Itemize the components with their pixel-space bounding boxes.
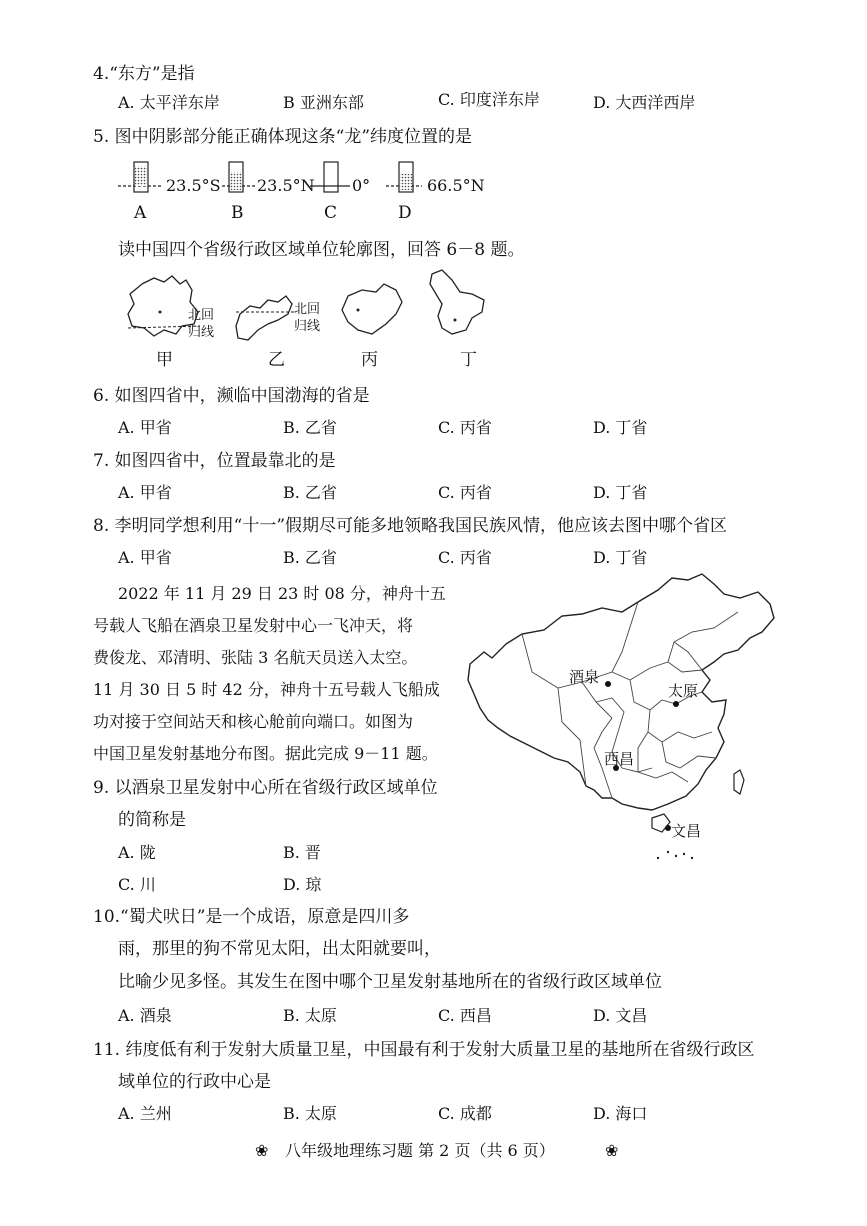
site-label-jiuquan: 酒泉 xyxy=(569,668,600,686)
question-4-stem: 4.“东方”是指 xyxy=(93,64,195,84)
passage-line-2: 号载人飞船在酒泉卫星发射中心一飞冲天，将 xyxy=(93,616,414,635)
label-c: 0° xyxy=(352,176,371,195)
footer-page-info: 八年级地理练习题 第 2 页（共 6 页） xyxy=(285,1141,555,1160)
question-6-option-d: D. 丁省 xyxy=(593,418,648,437)
question-7-option-b: B. 乙省 xyxy=(283,483,337,502)
question-5-stem: 5. 图中阴影部分能正确体现这条“龙”纬度位置的是 xyxy=(93,127,473,147)
tropic-label-jia-2: 归线 xyxy=(188,325,215,340)
site-label-xichang: 西昌 xyxy=(604,750,635,768)
label-b: 23.5°N xyxy=(257,176,315,195)
question-7-option-c: C. 丙省 xyxy=(438,483,492,502)
question-10-stem-3: 比喻少见多怪。其发生在图中哪个卫星发射基地所在的省级行政区域单位 xyxy=(118,972,662,992)
tropic-label-jia-1: 北回 xyxy=(188,308,215,323)
label-a: 23.5°S xyxy=(166,176,221,195)
question-8-option-d: D. 丁省 xyxy=(593,548,648,567)
question-9-stem-2: 的简称是 xyxy=(118,810,186,830)
passage-line-4: 11 月 30 日 5 时 42 分，神舟十五号载人飞船成 xyxy=(93,680,440,699)
question-11-option-c: C. 成都 xyxy=(438,1104,492,1123)
question-9-option-d: D. 琼 xyxy=(283,875,322,894)
passage-line-6: 中国卫星发射基地分布图。据此完成 9－11 题。 xyxy=(93,744,438,763)
province-bing-outline xyxy=(342,284,402,334)
site-jiuquan-marker xyxy=(605,681,611,687)
tropic-label-yi-1: 北回 xyxy=(294,302,321,317)
province-name-ding: 丁 xyxy=(460,350,477,370)
question-10-stem-2: 雨，那里的狗不常见太阳，出太阳就要叫， xyxy=(118,939,441,959)
tropic-label-yi-2: 归线 xyxy=(294,319,321,334)
letter-b: B xyxy=(231,203,244,223)
question-11-stem-2: 域单位的行政中心是 xyxy=(118,1072,271,1092)
passage-line-3: 费俊龙、邓清明、张陆 3 名航天员送入太空。 xyxy=(93,648,418,667)
passage-line-1: 2022 年 11 月 29 日 23 时 08 分，神舟十五 xyxy=(118,584,446,603)
footer-ornament-left: ❀ xyxy=(255,1141,269,1160)
province-yi-outline xyxy=(236,296,292,340)
province-name-yi: 乙 xyxy=(268,350,285,370)
china-launch-sites-map xyxy=(462,572,784,872)
question-4-option-b: B 亚洲东部 xyxy=(283,93,364,112)
province-name-jia: 甲 xyxy=(156,350,173,370)
question-11-stem-1: 11. 纬度低有利于发射大质量卫星，中国最有利于发射大质量卫星的基地所在省级行政区 xyxy=(93,1040,755,1060)
question-7-option-d: D. 丁省 xyxy=(593,483,648,502)
question-9-option-c: C. 川 xyxy=(118,875,156,894)
question-9-stem-1: 9. 以酒泉卫星发射中心所在省级行政区域单位 xyxy=(93,778,438,798)
question-6-option-a: A. 甲省 xyxy=(118,418,172,437)
question-4-option-d: D. 大西洋西岸 xyxy=(593,93,696,112)
province-read-instruction: 读中国四个省级行政区域单位轮廓图，回答 6－8 题。 xyxy=(118,240,525,260)
question-8-option-b: B. 乙省 xyxy=(283,548,337,567)
footer-ornament-right: ❀ xyxy=(605,1141,619,1160)
province-ding-outline xyxy=(430,270,484,334)
question-9-option-b: B. 晋 xyxy=(283,843,321,862)
option-d-diagram xyxy=(386,162,422,192)
option-b-diagram xyxy=(222,162,255,192)
letter-c: C xyxy=(324,203,338,223)
question-8-option-a: A. 甲省 xyxy=(118,548,172,567)
passage-line-5: 功对接于空间站天和核心舱前向端口。如图为 xyxy=(93,712,414,731)
letter-a: A xyxy=(134,203,147,223)
question-6-option-c: C. 丙省 xyxy=(438,418,492,437)
question-11-option-d: D. 海口 xyxy=(593,1104,648,1123)
letter-d: D xyxy=(398,203,412,223)
option-c-diagram xyxy=(310,162,350,192)
label-d: 66.5°N xyxy=(427,176,485,195)
question-4-option-c: C. 印度洋东岸 xyxy=(438,90,540,109)
site-label-wenchang: 文昌 xyxy=(671,822,702,840)
question-11-option-a: A. 兰州 xyxy=(118,1104,172,1123)
site-label-taiyuan: 太原 xyxy=(668,682,699,700)
question-8-stem: 8. 李明同学想利用“十一”假期尽可能多地领略我国民族风情，他应该去图中哪个省区 xyxy=(93,516,728,536)
question-11-option-b: B. 太原 xyxy=(283,1104,337,1123)
site-taiyuan-marker xyxy=(673,701,679,707)
question-6-stem: 6. 如图四省中，濒临中国渤海的省是 xyxy=(93,386,370,406)
province-name-bing: 丙 xyxy=(361,350,378,370)
question-10-option-b: B. 太原 xyxy=(283,1006,337,1025)
question-4-option-a: A. 太平洋东岸 xyxy=(118,93,220,112)
question-7-option-a: A. 甲省 xyxy=(118,483,172,502)
question-6-option-b: B. 乙省 xyxy=(283,418,337,437)
question-7-stem: 7. 如图四省中，位置最靠北的是 xyxy=(93,451,336,471)
question-8-option-c: C. 丙省 xyxy=(438,548,492,567)
question-10-stem-1: 10.“蜀犬吠日”是一个成语，原意是四川多 xyxy=(93,907,410,927)
question-10-option-a: A. 酒泉 xyxy=(118,1006,172,1025)
question-9-option-a: A. 陇 xyxy=(118,843,156,862)
option-a-diagram xyxy=(118,162,162,192)
question-10-option-c: C. 西昌 xyxy=(438,1006,492,1025)
question-10-option-d: D. 文昌 xyxy=(593,1006,648,1025)
